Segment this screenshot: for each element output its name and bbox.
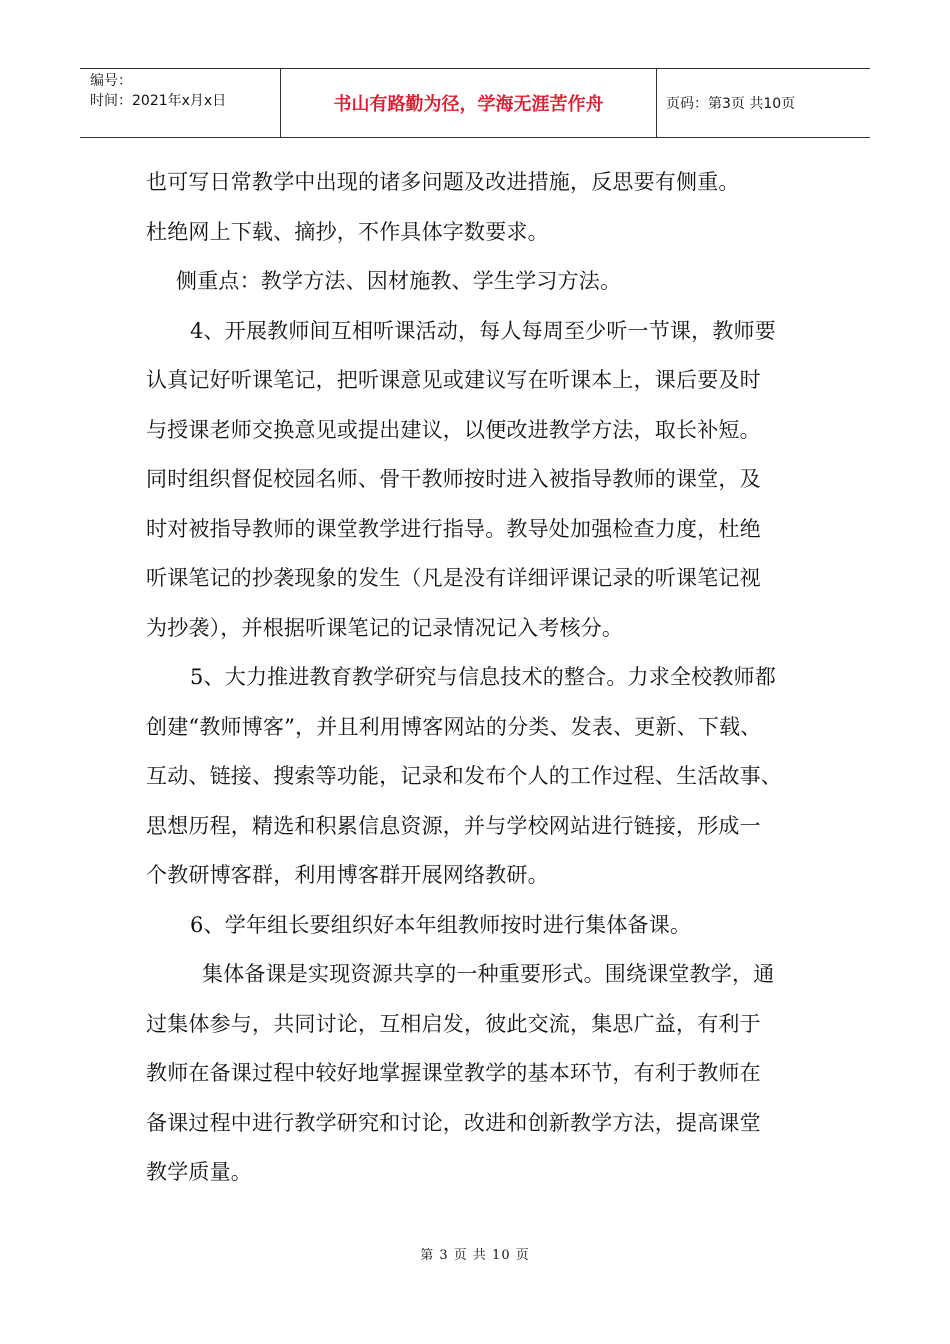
header-motto: 书山有路勤为径，学海无涯苦作舟 xyxy=(333,94,604,115)
header-divider xyxy=(656,69,657,137)
text-line: 侧重点：教学方法、因材施教、学生学习方法。 xyxy=(176,269,622,293)
text-line: 教学质量。 xyxy=(146,1160,252,1184)
text-line: 备课过程中进行教学研究和讨论，改进和创新教学方法，提高课堂 xyxy=(146,1110,761,1135)
header-meta xyxy=(90,71,280,111)
text-line: 5、大力推进教育教学研究与信息技术的整合。力求全校教师都 xyxy=(190,665,776,689)
text-line: 4、开展教师间互相听课活动，每人每周至少听一节课，教师要 xyxy=(190,318,776,343)
paragraph xyxy=(146,950,836,1198)
text-line: 集体备课是实现资源共享的一种重要形式。围绕课堂教学，通 xyxy=(202,962,775,986)
paragraph xyxy=(146,158,836,257)
text-line: 创建“教师博客”，并且利用博客网站的分类、发表、更新、下载、 xyxy=(146,714,762,739)
text-line: 教师在备课过程中较好地掌握课堂教学的基本环节，有利于教师在 xyxy=(146,1061,761,1085)
number-label: 编号： xyxy=(90,73,132,89)
text-line: 过集体参与，共同讨论，互相启发，彼此交流，集思广益，有利于 xyxy=(146,1011,761,1036)
text-line: 杜绝网上下载、摘抄，不作具体字数要求。 xyxy=(146,219,549,244)
text-line: 为抄袭），并根据听课笔记的记录情况记入考核分。 xyxy=(146,615,624,640)
text-line: 6、学年组长要组织好本年组教师按时进行集体备课。 xyxy=(190,912,692,937)
header-page-info: 页码：第3页 共10页 xyxy=(666,96,796,112)
time-label: 时间：2021年x月x日 xyxy=(90,93,227,109)
text-line: 认真记好听课笔记，把听课意见或建议写在听课本上，课后要及时 xyxy=(146,368,761,392)
text-line: 互动、链接、搜索等功能，记录和发布个人的工作过程、生活故事、 xyxy=(146,764,782,788)
text-line: 个教研博客群，利用博客群开展网络教研。 xyxy=(146,863,549,887)
page-footer: 第 3 页 共 10 页 xyxy=(420,1248,530,1263)
text-line: 听课笔记的抄袭现象的发生（凡是没有详细评课记录的听课笔记视 xyxy=(146,566,761,590)
page-header xyxy=(80,68,870,138)
paragraph xyxy=(146,901,836,951)
text-line: 思想历程，精选和积累信息资源，并与学校网站进行链接，形成一 xyxy=(146,813,761,838)
text-line: 与授课老师交换意见或提出建议，以便改进教学方法，取长补短。 xyxy=(146,417,761,442)
text-line: 同时组织督促校园名师、骨干教师按时进入被指导教师的课堂，及 xyxy=(146,467,761,491)
text-line: 时对被指导教师的课堂教学进行指导。教导处加强检查力度，杜绝 xyxy=(146,516,761,541)
paragraph xyxy=(146,257,836,307)
paragraph xyxy=(146,653,836,901)
document-body xyxy=(146,158,836,1198)
paragraph xyxy=(146,307,836,654)
text-line: 也可写日常教学中出现的诸多问题及改进措施，反思要有侧重。 xyxy=(146,170,740,194)
